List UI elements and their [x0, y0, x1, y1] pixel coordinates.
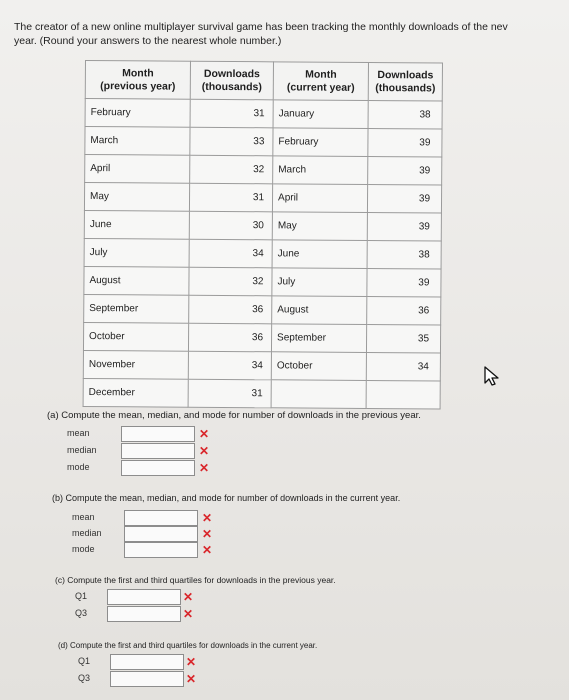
table-row: [85, 127, 442, 157]
incorrect-x-icon: ✕: [199, 427, 210, 441]
curr-month-cell: [271, 380, 366, 409]
incorrect-x-icon: ✕: [199, 444, 210, 458]
answer-label: Q1: [75, 591, 88, 601]
header-curr-downloads: [368, 62, 442, 101]
incorrect-x-icon: ✕: [186, 655, 197, 669]
header-prev-downloads: [190, 61, 273, 100]
table-row: [84, 266, 441, 296]
q1-input[interactable]: [110, 654, 184, 670]
curr-downloads-cell: 36: [367, 296, 441, 325]
prev-month-cell: September: [84, 294, 189, 323]
incorrect-x-icon: ✕: [202, 511, 213, 525]
header-text: Month: [305, 68, 337, 81]
curr-downloads-cell: 39: [367, 184, 441, 213]
header-text: (thousands): [375, 81, 436, 94]
table-row: [83, 378, 440, 408]
curr-downloads-cell: 39: [368, 156, 442, 185]
curr-month-cell: October: [271, 352, 366, 381]
prev-downloads-cell: 32: [189, 267, 272, 296]
curr-downloads-cell: 38: [368, 100, 442, 129]
prev-downloads-cell: 33: [190, 127, 273, 156]
curr-month-cell: April: [272, 184, 367, 213]
curr-downloads-cell: 34: [366, 352, 440, 381]
answer-label: mean: [67, 428, 90, 438]
prev-month-cell: May: [84, 183, 189, 212]
prev-downloads-cell: 30: [189, 211, 272, 240]
part-b-title: (b) Compute the mean, median, and mode for number of downloads in the current year.: [52, 493, 401, 503]
incorrect-x-icon: ✕: [183, 607, 194, 621]
curr-month-cell: September: [271, 324, 366, 353]
curr-month-cell: January: [273, 100, 368, 129]
incorrect-x-icon: ✕: [186, 672, 197, 686]
answer-label: Q3: [75, 608, 88, 618]
prev-month-cell: December: [83, 378, 188, 407]
mouse-pointer-icon: [483, 365, 503, 387]
curr-month-cell: March: [273, 156, 368, 185]
incorrect-x-icon: ✕: [199, 461, 210, 475]
answer-label: mean: [72, 512, 95, 522]
prev-downloads-cell: 31: [190, 99, 273, 128]
q3-input[interactable]: [107, 606, 181, 622]
curr-month-cell: July: [272, 268, 367, 297]
table-row: [84, 294, 441, 324]
table-row: [85, 155, 442, 185]
prev-downloads-cell: 31: [188, 379, 271, 408]
curr-downloads-cell: 38: [367, 240, 441, 269]
header-text: (previous year): [100, 79, 176, 93]
median-input[interactable]: [124, 526, 198, 542]
problem-text-line-1: The creator of a new online multiplayer survival game has been tracking the monthly downloads of the nev: [14, 21, 508, 33]
answer-label: mode: [72, 544, 95, 554]
table-row: [83, 322, 440, 352]
header-curr-month: [273, 62, 368, 101]
part-c-title: (c) Compute the first and third quartiles for downloads in the previous year.: [55, 575, 336, 585]
curr-month-cell: February: [273, 128, 368, 157]
prev-downloads-cell: 36: [189, 295, 272, 324]
mean-input[interactable]: [121, 426, 195, 442]
prev-downloads-cell: 34: [188, 351, 271, 380]
header-text: Downloads: [203, 67, 260, 80]
incorrect-x-icon: ✕: [202, 527, 213, 541]
mean-input[interactable]: [124, 510, 198, 526]
answer-label: median: [72, 528, 102, 538]
prev-downloads-cell: 36: [188, 323, 271, 352]
curr-month-cell: August: [272, 296, 367, 325]
prev-downloads-cell: 32: [190, 155, 273, 184]
prev-month-cell: April: [85, 155, 190, 184]
header-text: Month: [122, 66, 154, 79]
prev-month-cell: June: [84, 210, 189, 239]
curr-month-cell: June: [272, 240, 367, 269]
prev-month-cell: July: [84, 238, 189, 267]
mode-input[interactable]: [121, 460, 195, 476]
part-d-title: (d) Compute the first and third quartiles for downloads in the current year.: [58, 641, 318, 650]
table-row: [85, 99, 442, 129]
answer-label: Q3: [78, 673, 91, 683]
problem-statement: [14, 20, 569, 48]
incorrect-x-icon: ✕: [202, 543, 213, 557]
table-row: [84, 210, 441, 240]
curr-downloads-cell: 39: [367, 268, 441, 297]
header-prev-month: [85, 61, 190, 100]
prev-month-cell: February: [85, 99, 190, 128]
table-row: [84, 183, 441, 213]
q1-input[interactable]: [107, 589, 181, 605]
curr-downloads-cell: 39: [367, 212, 441, 241]
header-text: (current year): [286, 80, 355, 94]
prev-downloads-cell: 31: [189, 183, 272, 212]
prev-month-cell: October: [83, 322, 188, 351]
prev-month-cell: August: [84, 266, 189, 295]
header-text: (thousands): [201, 80, 262, 93]
prev-month-cell: November: [83, 350, 188, 379]
q3-input[interactable]: [110, 671, 184, 687]
mode-input[interactable]: [124, 542, 198, 558]
median-input[interactable]: [121, 443, 195, 459]
prev-month-cell: March: [85, 127, 190, 156]
problem-text-line-2: year. (Round your answers to the nearest whole number.): [14, 35, 282, 47]
incorrect-x-icon: ✕: [183, 590, 194, 604]
curr-downloads-cell: [366, 380, 440, 409]
answer-label: median: [67, 445, 97, 455]
curr-downloads-cell: 39: [368, 128, 442, 157]
table-row: [84, 238, 441, 268]
part-a-title: (a) Compute the mean, median, and mode for number of downloads in the previous year.: [47, 410, 421, 421]
curr-month-cell: May: [272, 212, 367, 241]
table-row: [83, 350, 440, 380]
curr-downloads-cell: 35: [366, 324, 440, 353]
answer-label: Q1: [78, 656, 91, 666]
answer-label: mode: [67, 462, 90, 472]
downloads-table: [83, 60, 443, 409]
prev-downloads-cell: 34: [189, 239, 272, 268]
header-text: Downloads: [377, 68, 434, 81]
table-header-row: [85, 61, 442, 101]
